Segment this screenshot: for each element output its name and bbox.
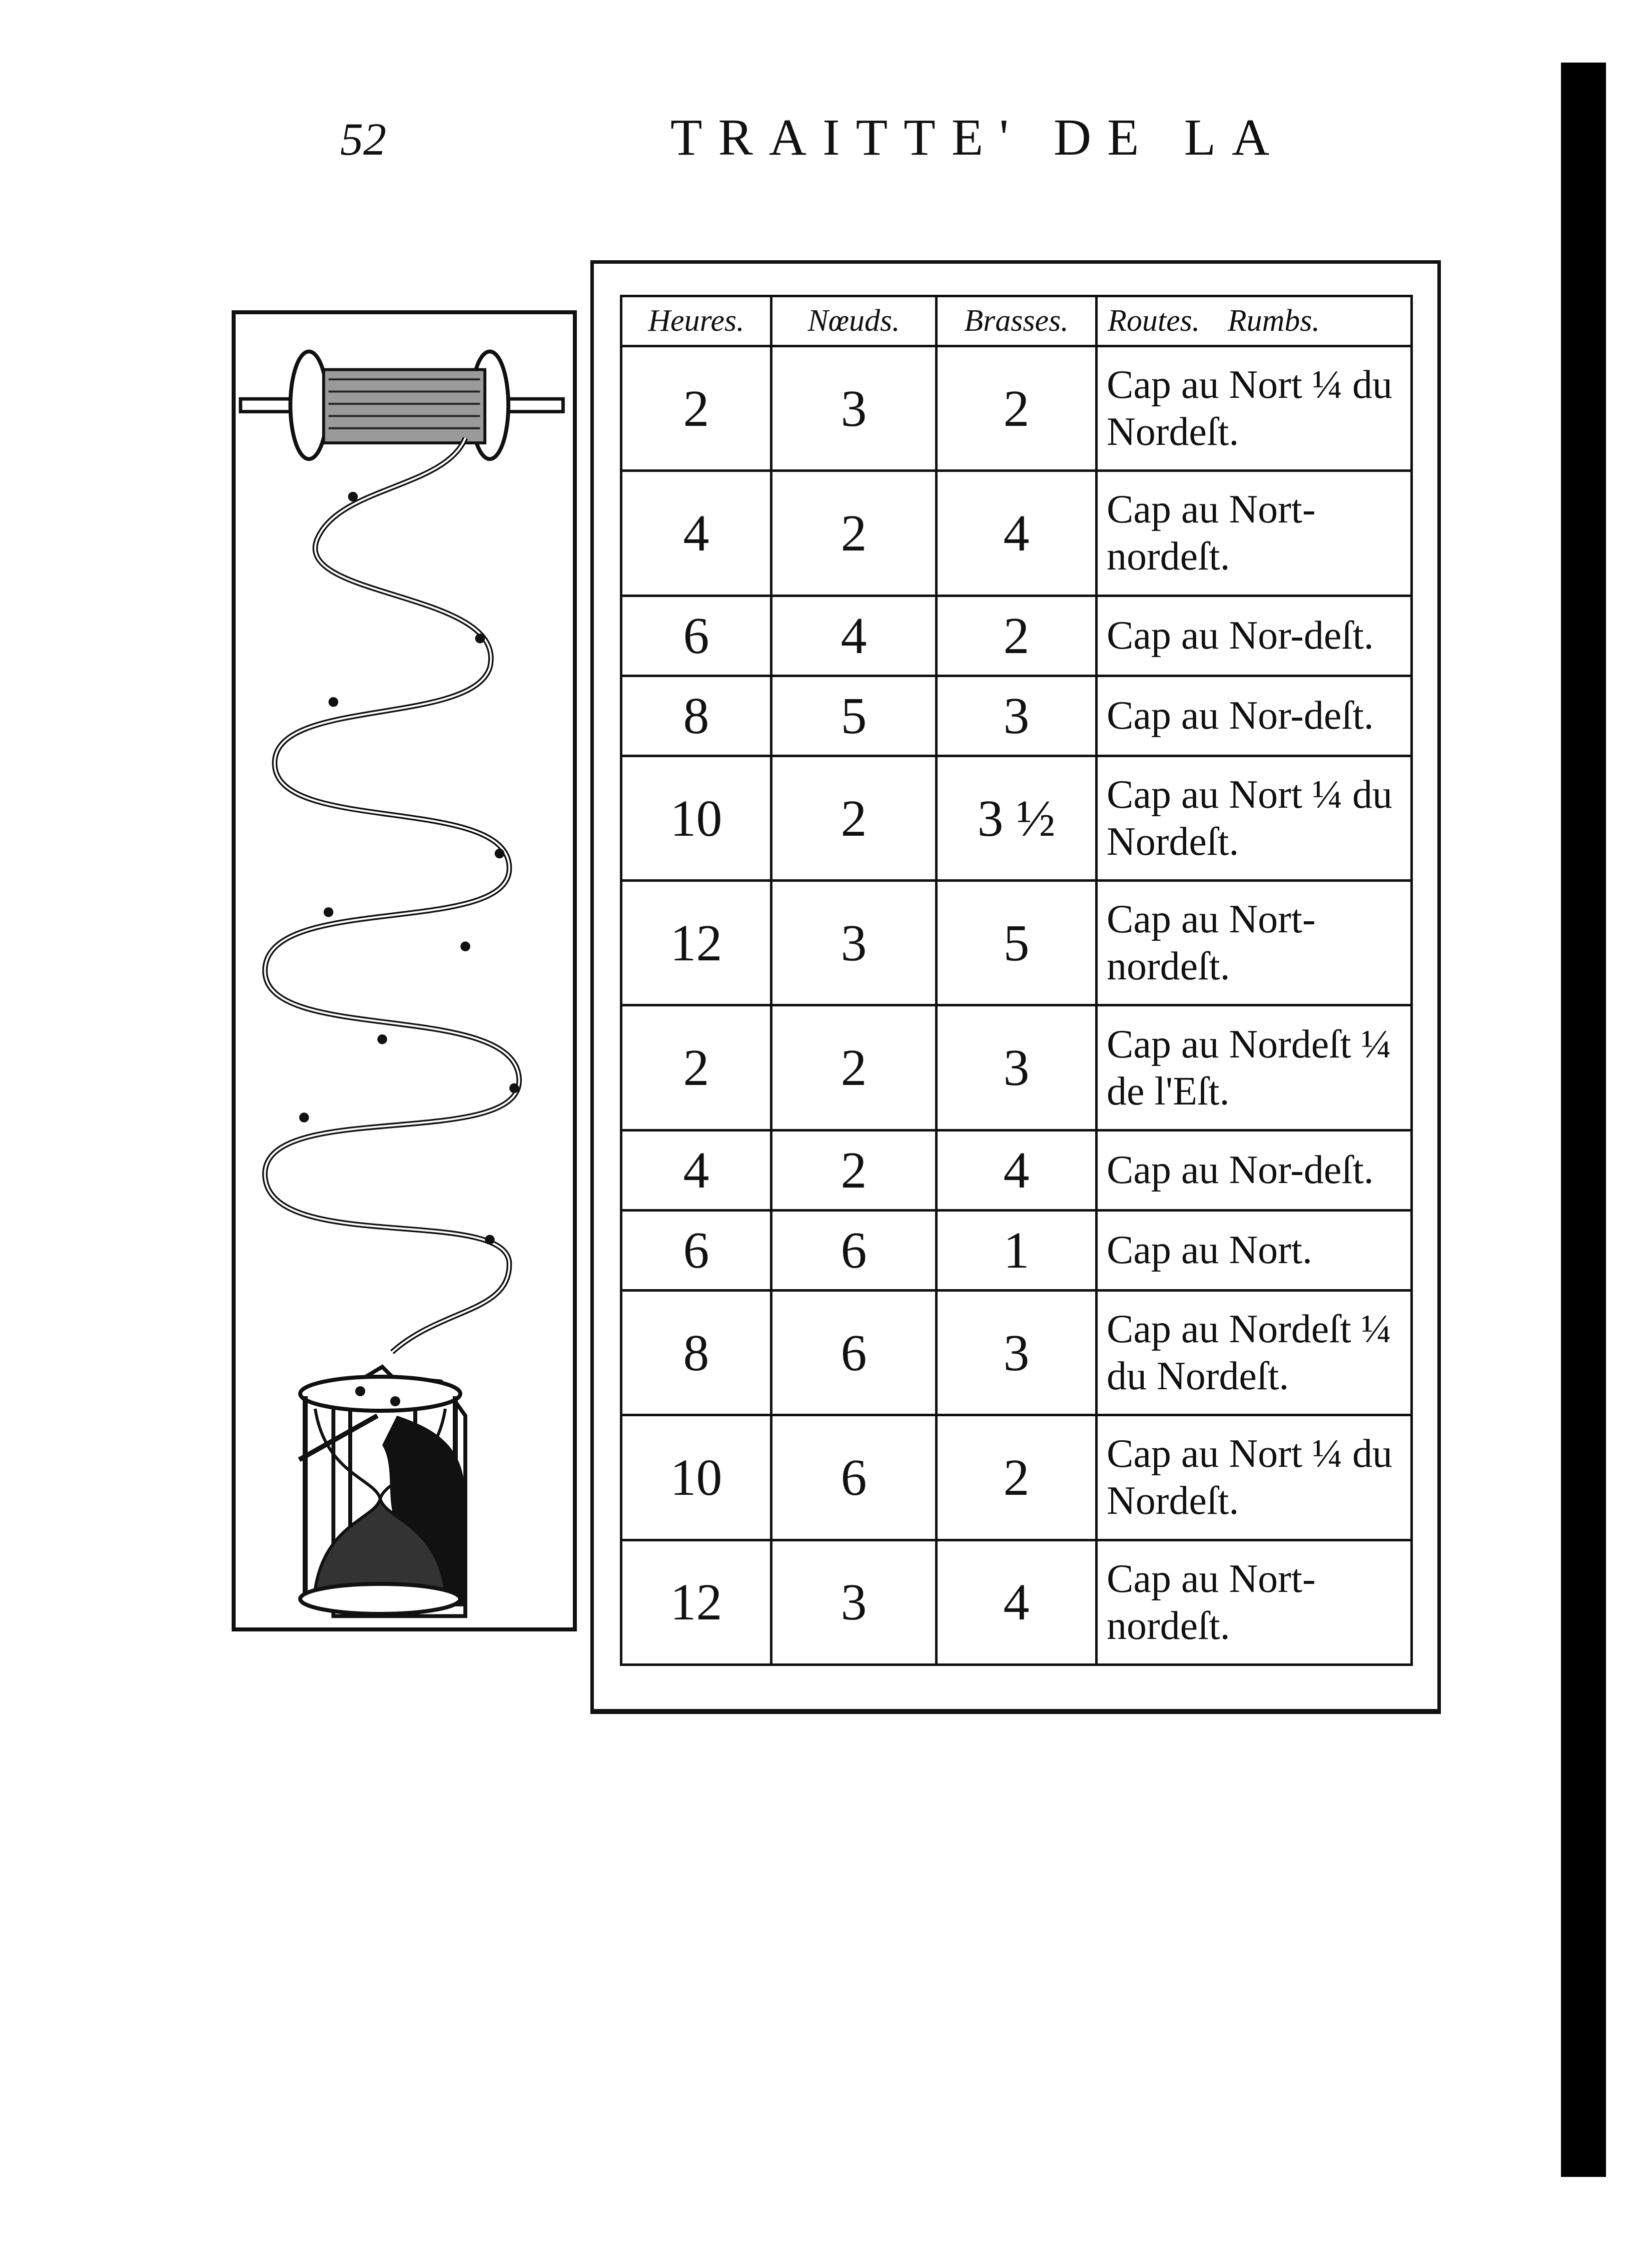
- cell-noeuds: 6: [771, 1415, 937, 1540]
- cell-route: Cap au Nort-nordeſt.: [1097, 1540, 1412, 1664]
- cell-heures: 2: [621, 346, 771, 471]
- cell-route: Cap au Nordeſt ¼ de l'Eſt.: [1097, 1005, 1412, 1130]
- cell-brasses: 3: [937, 1005, 1097, 1130]
- column-header-heures: Heures.: [621, 296, 771, 346]
- scan-edge-bar: [1561, 63, 1606, 2177]
- page-number: 52: [340, 114, 386, 165]
- table-row: [621, 756, 1412, 880]
- cell-brasses: 2: [937, 346, 1097, 471]
- table-row: [621, 1415, 1412, 1540]
- table-header-row: [621, 296, 1412, 346]
- cell-route: Cap au Nordeſt ¼ du Nordeſt.: [1097, 1291, 1412, 1415]
- cell-brasses: 5: [937, 881, 1097, 1005]
- cell-noeuds: 6: [771, 1210, 937, 1290]
- cell-heures: 12: [621, 1540, 771, 1664]
- table-row: [621, 676, 1412, 756]
- cell-noeuds: 2: [771, 1005, 937, 1130]
- cell-brasses: 2: [937, 596, 1097, 676]
- cell-brasses: 4: [937, 471, 1097, 596]
- cell-noeuds: 2: [771, 471, 937, 596]
- cell-heures: 2: [621, 1005, 771, 1130]
- reel-flange-left: [290, 351, 327, 459]
- cell-noeuds: 4: [771, 596, 937, 676]
- cell-route: Cap au Nort.: [1097, 1210, 1412, 1290]
- table-row: [621, 1540, 1412, 1664]
- cell-heures: 12: [621, 881, 771, 1005]
- cell-route: Cap au Nort-nordeſt.: [1097, 881, 1412, 1005]
- sand-glass-illustration: [295, 1374, 465, 1619]
- cell-brasses: 4: [937, 1130, 1097, 1210]
- cell-route: Cap au Nor-deſt.: [1097, 596, 1412, 676]
- cell-brasses: 3: [937, 1291, 1097, 1415]
- cell-brasses: 1: [937, 1210, 1097, 1290]
- column-header-brasses: Brasses.: [937, 296, 1097, 346]
- column-header-noeuds: Nœuds.: [771, 296, 937, 346]
- cell-brasses: 3 ½: [937, 756, 1097, 880]
- reel-wound-line: [324, 370, 485, 443]
- log-line: [265, 438, 519, 1352]
- cell-route: Cap au Nort-nordeſt.: [1097, 471, 1412, 596]
- sand-glass-drawing: [295, 1374, 465, 1619]
- cell-heures: 6: [621, 596, 771, 676]
- cell-heures: 10: [621, 756, 771, 880]
- table-row: [621, 1210, 1412, 1290]
- cell-route: Cap au Nort ¼ du Nordeſt.: [1097, 756, 1412, 880]
- cell-heures: 8: [621, 676, 771, 756]
- cell-noeuds: 3: [771, 881, 937, 1005]
- cell-heures: 8: [621, 1291, 771, 1415]
- cell-noeuds: 3: [771, 346, 937, 471]
- table-row: [621, 1130, 1412, 1210]
- cell-noeuds: 5: [771, 676, 937, 756]
- table-row: [621, 881, 1412, 1005]
- cell-brasses: 2: [937, 1415, 1097, 1540]
- table-row: [621, 1005, 1412, 1130]
- column-header-routes: Routes. Rumbs.: [1097, 296, 1412, 346]
- table-row: [621, 1291, 1412, 1415]
- cell-brasses: 4: [937, 1540, 1097, 1664]
- cell-heures: 4: [621, 1130, 771, 1210]
- cell-noeuds: 2: [771, 756, 937, 880]
- cell-route: Cap au Nort ¼ du Nordeſt.: [1097, 1415, 1412, 1540]
- cell-route: Cap au Nort ¼ du Nordeſt.: [1097, 346, 1412, 471]
- cell-heures: 10: [621, 1415, 771, 1540]
- cell-noeuds: 2: [771, 1130, 937, 1210]
- log-table: [620, 295, 1413, 1666]
- log-table-frame: [590, 260, 1441, 1714]
- running-title: TRAITTE' DE LA: [670, 109, 1286, 166]
- cell-heures: 6: [621, 1210, 771, 1290]
- cell-noeuds: 6: [771, 1291, 937, 1415]
- table-row: [621, 471, 1412, 596]
- cell-noeuds: 3: [771, 1540, 937, 1664]
- table-row: [621, 596, 1412, 676]
- cell-route: Cap au Nor-deſt.: [1097, 1130, 1412, 1210]
- cell-route: Cap au Nor-deſt.: [1097, 676, 1412, 756]
- table-row: [621, 346, 1412, 471]
- cell-heures: 4: [621, 471, 771, 596]
- cell-brasses: 3: [937, 676, 1097, 756]
